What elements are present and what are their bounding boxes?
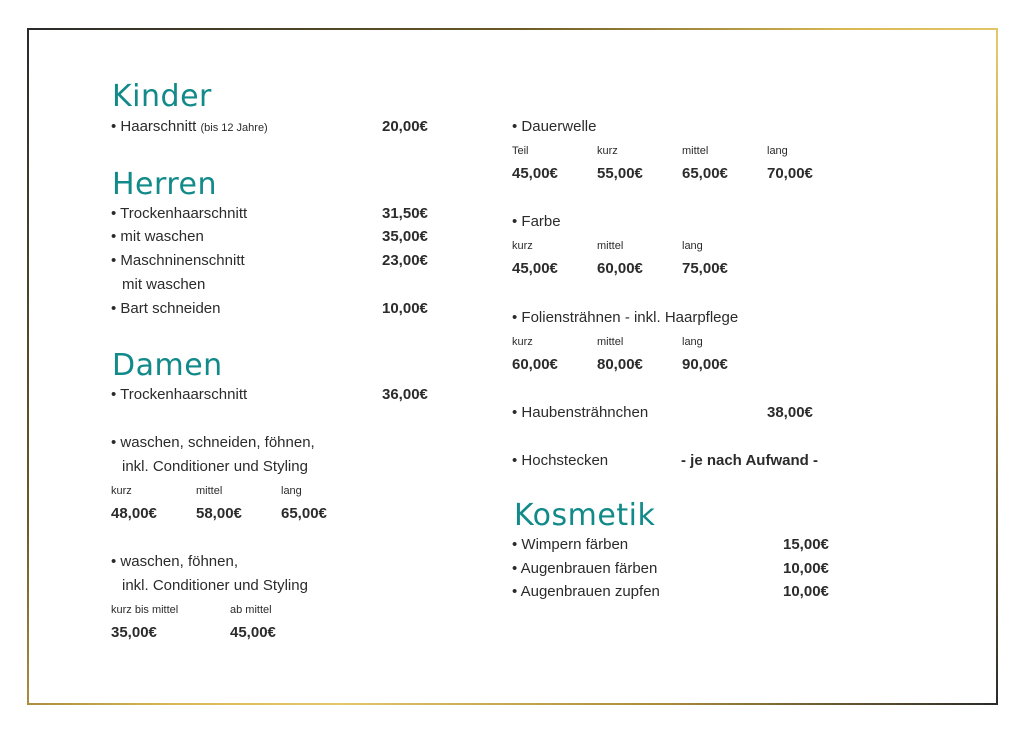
price-value: 45,00€ xyxy=(230,624,276,641)
service-folienstraehnen: • Foliensträhnen - inkl. Haarpflege xyxy=(512,309,739,326)
price-bart-schneiden: 10,00€ xyxy=(382,300,428,317)
service-trockenhaarschnitt-herren: • Trockenhaarschnitt xyxy=(111,205,248,222)
price-value: 58,00€ xyxy=(196,505,242,522)
service-waschen-foehnen-line1: • waschen, föhnen, xyxy=(111,553,239,570)
price-value: 60,00€ xyxy=(512,356,558,373)
price-hochstecken: - je nach Aufwand - xyxy=(681,452,818,469)
length-label: mittel xyxy=(597,336,624,348)
length-label: lang xyxy=(767,145,788,157)
price-value: 70,00€ xyxy=(767,165,813,182)
length-label: mittel xyxy=(597,240,624,252)
length-label: kurz bis mittel xyxy=(111,604,179,616)
price-haubenstraehnchen: 38,00€ xyxy=(767,404,813,421)
service-haarschnitt-kinder xyxy=(111,119,268,134)
length-label: kurz xyxy=(512,240,533,252)
service-maschinenschnitt-line2: mit waschen xyxy=(122,276,206,293)
length-label: lang xyxy=(682,240,703,252)
price-trockenhaarschnitt-damen: 36,00€ xyxy=(382,386,428,403)
price-haarschnitt-kinder: 20,00€ xyxy=(382,118,428,135)
service-waschen-foehnen-line2: inkl. Conditioner und Styling xyxy=(122,577,308,594)
service-hochstecken: • Hochstecken xyxy=(512,452,609,469)
section-title-kosmetik: Kosmetik xyxy=(514,498,656,533)
service-wimpern-faerben: • Wimpern färben xyxy=(512,536,629,553)
section-title-herren: Herren xyxy=(112,167,217,202)
length-label: kurz xyxy=(512,336,533,348)
service-trockenhaarschnitt-damen: • Trockenhaarschnitt xyxy=(111,386,248,403)
price-value: 90,00€ xyxy=(682,356,728,373)
service-mit-waschen: • mit waschen xyxy=(111,228,204,245)
price-maschinenschnitt: 23,00€ xyxy=(382,252,428,269)
service-farbe: • Farbe xyxy=(512,213,561,230)
service-maschinenschnitt: • Maschninenschnitt xyxy=(111,252,245,269)
price-value: 55,00€ xyxy=(597,165,643,182)
service-label: • Haarschnitt xyxy=(111,118,197,135)
price-value: 45,00€ xyxy=(512,260,558,277)
service-bart-schneiden: • Bart schneiden xyxy=(111,300,221,317)
price-augenbrauen-zupfen: 10,00€ xyxy=(783,583,829,600)
price-trockenhaarschnitt-herren: 31,50€ xyxy=(382,205,428,222)
service-waschen-schneiden-line1: • waschen, schneiden, föhnen, xyxy=(111,434,315,451)
length-label: kurz xyxy=(111,485,132,497)
length-label: lang xyxy=(682,336,703,348)
price-value: 45,00€ xyxy=(512,165,558,182)
service-haubenstraehnchen: • Haubensträhnchen xyxy=(512,404,649,421)
price-wimpern-faerben: 15,00€ xyxy=(783,536,829,553)
price-value: 65,00€ xyxy=(682,165,728,182)
price-value: 65,00€ xyxy=(281,505,327,522)
service-note: (bis 12 Jahre) xyxy=(200,122,268,134)
section-title-damen: Damen xyxy=(112,348,223,383)
length-label: ab mittel xyxy=(230,604,272,616)
price-value: 75,00€ xyxy=(682,260,728,277)
price-value: 80,00€ xyxy=(597,356,643,373)
length-label: mittel xyxy=(196,485,223,497)
length-label: mittel xyxy=(682,145,709,157)
service-dauerwelle: • Dauerwelle xyxy=(512,118,597,135)
section-title-kinder: Kinder xyxy=(112,79,212,114)
price-value: 60,00€ xyxy=(597,260,643,277)
service-augenbrauen-zupfen: • Augenbrauen zupfen xyxy=(512,583,660,600)
price-value: 35,00€ xyxy=(111,624,157,641)
service-waschen-schneiden-line2: inkl. Conditioner und Styling xyxy=(122,458,308,475)
length-label: kurz xyxy=(597,145,618,157)
length-label: Teil xyxy=(512,145,529,157)
price-mit-waschen: 35,00€ xyxy=(382,228,428,245)
length-label: lang xyxy=(281,485,302,497)
price-augenbrauen-faerben: 10,00€ xyxy=(783,560,829,577)
service-augenbrauen-faerben: • Augenbrauen färben xyxy=(512,560,658,577)
price-value: 48,00€ xyxy=(111,505,157,522)
